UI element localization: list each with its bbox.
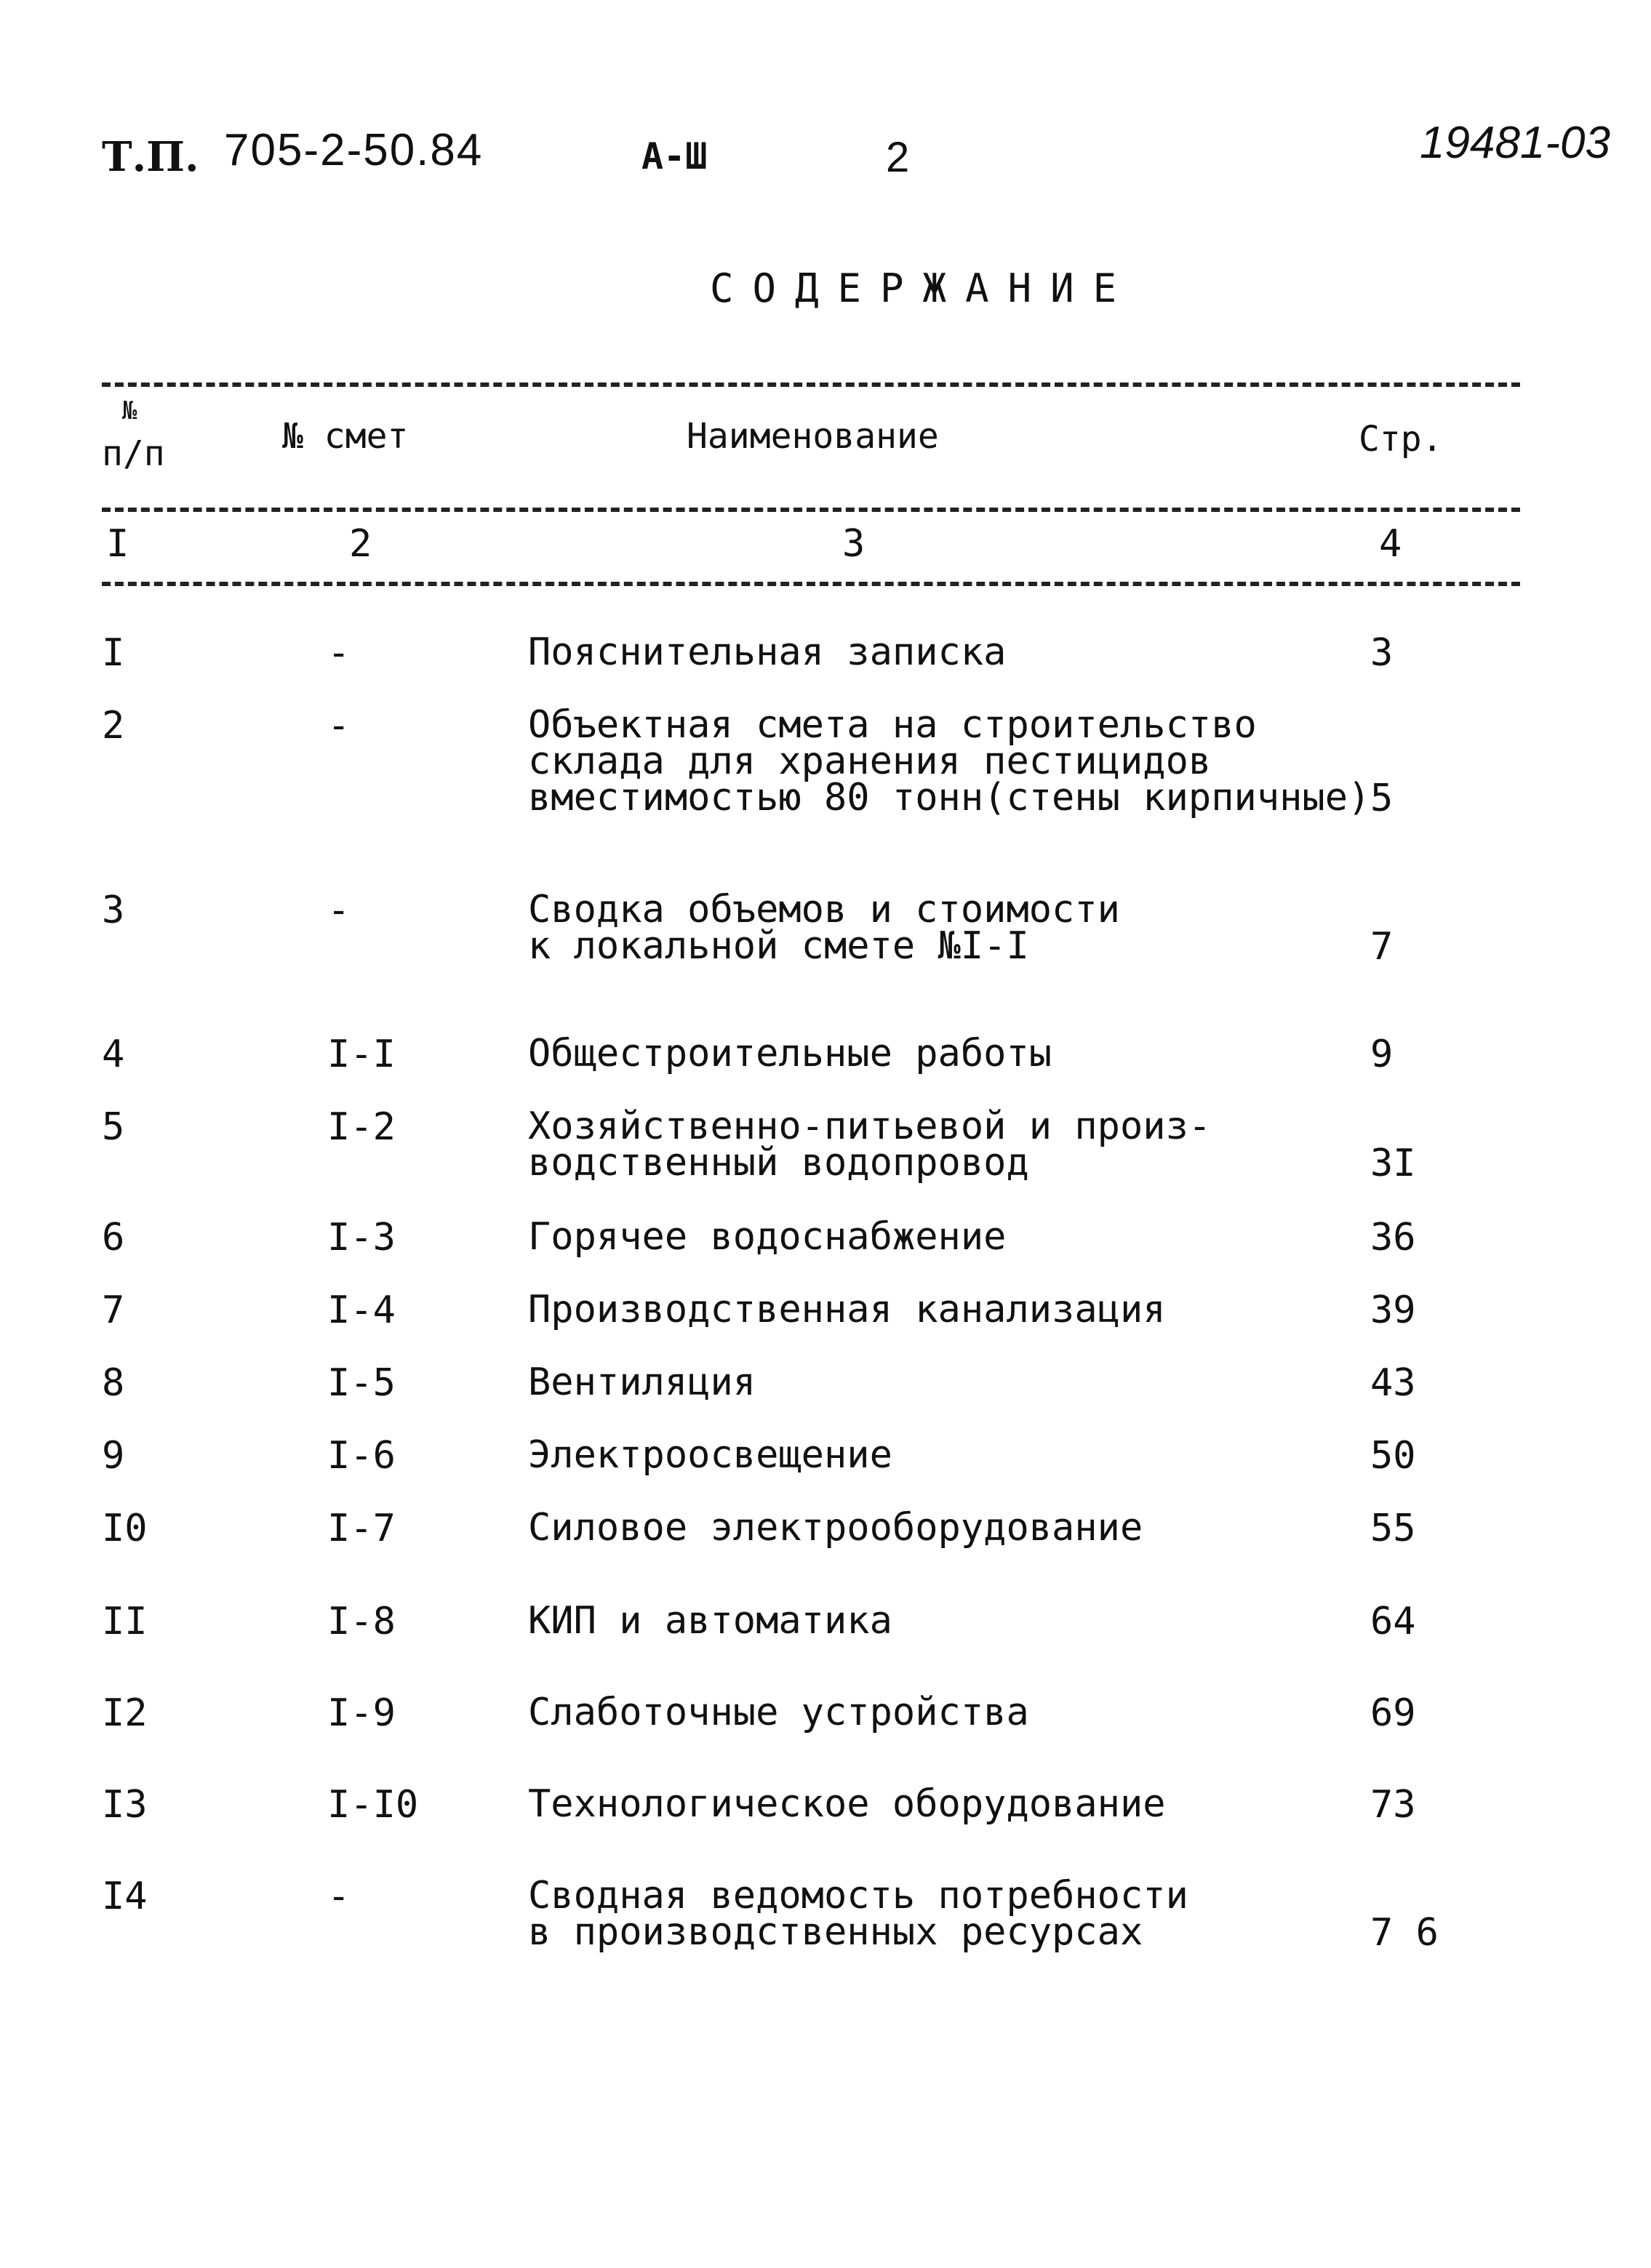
table-row-page: 73 — [1370, 1783, 1416, 1827]
album-number: А-Ш — [641, 135, 708, 177]
col-header-no-sign: № — [122, 396, 137, 425]
table-row-number: 9 — [102, 1434, 125, 1478]
table-row-page: 64 — [1370, 1600, 1416, 1643]
table-row-smeta: I-I0 — [327, 1783, 419, 1827]
col-number-1: I — [106, 522, 129, 566]
table-row-name — [528, 1691, 1029, 1734]
inventory-code: 19481-03 — [1420, 118, 1611, 168]
table-row-smeta: I-5 — [327, 1361, 396, 1405]
col-number-2: 2 — [349, 522, 372, 566]
table-row-smeta: - — [327, 704, 351, 748]
table-row-name-line: к локальной смете №I-I — [528, 924, 1029, 968]
table-row-smeta: I-9 — [327, 1691, 396, 1735]
table-row-name — [528, 1105, 1212, 1185]
table-row-number: 3 — [102, 889, 125, 932]
table-row-name — [528, 1288, 1166, 1331]
table-row-smeta: - — [327, 1875, 351, 1918]
header-top-rule — [102, 382, 1520, 387]
page-number: 2 — [886, 134, 910, 181]
table-row-name-line: Сводка объемов и стоимости — [528, 888, 1120, 931]
table-row-page: 9 — [1370, 1033, 1394, 1076]
table-row-name-line: КИП и автоматика — [528, 1599, 892, 1643]
table-row-name-line: Вентиляция — [528, 1361, 756, 1404]
table-row-page: 7 — [1370, 925, 1394, 969]
table-row-page: 7 6 — [1370, 1911, 1439, 1955]
table-row-name — [528, 1599, 892, 1643]
table-row-name — [528, 1433, 892, 1477]
doc-prefix: Т.П. — [102, 133, 199, 181]
table-row-page: 69 — [1370, 1691, 1416, 1735]
table-row-smeta: - — [327, 631, 351, 675]
table-row-name — [528, 1506, 1143, 1550]
table-row-smeta: I-4 — [327, 1289, 396, 1332]
table-row-name — [528, 1215, 1007, 1259]
table-row-page: 55 — [1370, 1507, 1416, 1550]
table-row-number: I0 — [102, 1507, 148, 1550]
col-number-3: 3 — [842, 522, 866, 566]
table-row-name-line: водственный водопровод — [528, 1141, 1029, 1185]
table-row-name — [528, 1361, 756, 1404]
table-row-smeta: I-I — [327, 1033, 396, 1076]
table-row-smeta: I-2 — [327, 1105, 396, 1149]
table-row-name — [528, 1032, 1052, 1075]
table-row-number: 2 — [102, 704, 125, 748]
table-row-name-line: Силовое электрооборудование — [528, 1506, 1143, 1550]
table-row-name — [528, 703, 1371, 820]
table-row-name — [528, 888, 1120, 968]
col-header-page: Стр. — [1359, 419, 1443, 460]
table-row-page: 50 — [1370, 1434, 1416, 1478]
table-row-page: 3I — [1370, 1142, 1416, 1185]
table-row-name-line: Объектная смета на строительство — [528, 703, 1257, 747]
col-number-4: 4 — [1379, 522, 1402, 566]
table-row-number: I3 — [102, 1783, 148, 1827]
table-row-page: 43 — [1370, 1361, 1416, 1405]
table-row-name-line: склада для хранения пестицидов — [528, 740, 1212, 783]
table-row-number: I4 — [102, 1875, 148, 1918]
col-header-name: Наименование — [687, 416, 939, 457]
table-row-name — [528, 1782, 1166, 1826]
table-row-number: II — [102, 1600, 148, 1643]
table-row-page: 5 — [1370, 777, 1394, 820]
table-row-name-line: Сводная ведомость потребности — [528, 1874, 1188, 1918]
table-row-number: 4 — [102, 1033, 125, 1076]
table-row-name-line: вместимостью 80 тонн(стены кирпичные) — [528, 776, 1371, 820]
table-row-number: 6 — [102, 1216, 125, 1259]
table-row-name-line: в производственных ресурсах — [528, 1910, 1143, 1954]
table-row-name-line: Технологическое оборудование — [528, 1782, 1166, 1826]
table-row-smeta: I-3 — [327, 1216, 396, 1259]
table-row-smeta: I-8 — [327, 1600, 396, 1643]
table-row-number: 7 — [102, 1289, 125, 1332]
header-bottom-rule — [102, 582, 1520, 586]
table-row-name-line: Общестроительные работы — [528, 1032, 1052, 1075]
document-title: СОДЕРЖАНИЕ — [710, 265, 1136, 311]
table-row-name — [528, 1874, 1188, 1954]
table-row-name-line: Производственная канализация — [528, 1288, 1166, 1331]
col-header-smeta: № смет — [282, 416, 409, 457]
table-row-smeta: I-7 — [327, 1507, 396, 1550]
table-row-name-line: Хозяйственно-питьевой и произ- — [528, 1105, 1212, 1148]
table-row-page: 36 — [1370, 1216, 1416, 1259]
table-row-smeta: I-6 — [327, 1434, 396, 1478]
table-row-smeta: - — [327, 889, 351, 932]
table-row-page: 39 — [1370, 1289, 1416, 1332]
table-row-number: 8 — [102, 1361, 125, 1405]
table-row-number: I2 — [102, 1691, 148, 1735]
table-row-number: I — [102, 631, 125, 675]
col-header-no: п/п — [102, 433, 165, 474]
table-row-name-line: Электроосвещение — [528, 1433, 892, 1477]
header-mid-rule — [102, 508, 1520, 512]
table-row-number: 5 — [102, 1105, 125, 1149]
table-row-name-line: Слаботочные устройства — [528, 1691, 1029, 1734]
table-row-name — [528, 630, 1007, 674]
project-number: 705-2-50.84 — [224, 125, 484, 175]
table-row-page: 3 — [1370, 631, 1394, 675]
table-row-name-line: Горячее водоснабжение — [528, 1215, 1007, 1259]
table-row-name-line: Пояснительная записка — [528, 630, 1007, 674]
